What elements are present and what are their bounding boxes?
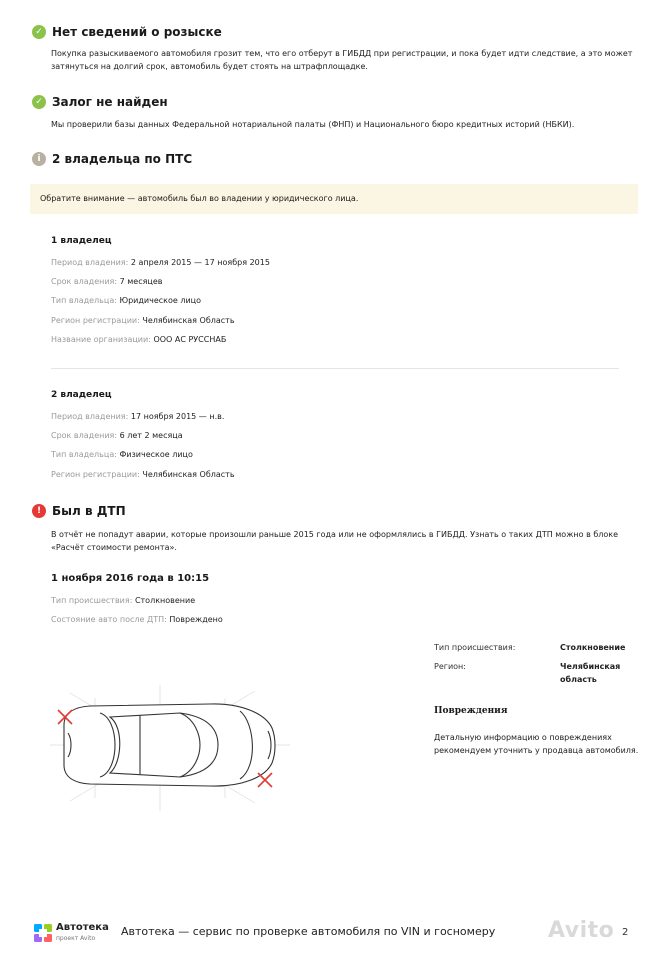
avtoteka-logo-icon (33, 923, 53, 943)
check-icon: ✓ (32, 95, 46, 109)
accident-date: 1 ноября 2016 года в 10:15 (51, 573, 210, 584)
owner1-heading: 1 владелец (51, 236, 112, 246)
accident-row: Состояние авто после ДТП: Повреждено (51, 615, 223, 624)
owner2-heading: 2 владелец (51, 390, 112, 400)
damage-title: Повреждения (434, 706, 508, 716)
owners-title: 2 владельца по ПТС (52, 152, 193, 166)
info-icon: i (32, 152, 46, 166)
pledge-title: Залог не найден (52, 95, 168, 109)
pledge-text: Мы проверили базы данных Федеральной нотариальной палаты (ФНП) и Национального бюро кредитных историй (НБКИ). (51, 120, 575, 129)
owner1-row: Регион регистрации: Челябинская Область (51, 316, 235, 325)
owner1-row: Срок владения: 7 месяцев (51, 277, 163, 286)
car-outline (64, 704, 275, 786)
footer-logo-sub: проект Avito (56, 935, 96, 942)
accident-text: В отчёт не попадут аварии, которые произошли раньше 2015 года или не оформлялись в ГИБДД. Узнать о таких ДТП можно в блоке «Расчёт стоимости ремонта». (51, 530, 619, 552)
owners-notice: Обратите внимание — автомобиль был во владении у юридического лица. (30, 184, 638, 214)
owner1-row: Период владения: 2 апреля 2015 — 17 ноября 2015 (51, 258, 270, 267)
side-type-value: Столкновение (560, 643, 626, 652)
owner2-row: Регион регистрации: Челябинская Область (51, 470, 235, 479)
page-number: 2 (622, 927, 629, 938)
owner2-row: Срок владения: 6 лет 2 месяца (51, 431, 183, 440)
accident-row: Тип происшествия: Столкновение (51, 596, 196, 605)
owner1-row: Название организации: ООО АС РУССНАБ (51, 335, 227, 344)
owners-divider (51, 368, 619, 369)
owner2-row: Период владения: 17 ноября 2015 — н.в. (51, 412, 225, 421)
car-damage-diagram (50, 683, 290, 813)
damage-mark (258, 773, 272, 787)
avito-watermark: Avito (548, 918, 615, 943)
side-region-label: Регион: (434, 662, 466, 671)
footer-logo-name: Автотека (56, 922, 109, 933)
damage-text: Детальную информацию о повреждениях рекомендуем уточнить у продавца автомобиля. (434, 733, 639, 755)
footer-tagline: Автотека — сервис по проверке автомобиля по VIN и госномеру (121, 925, 496, 938)
wanted-text: Покупка разыскиваемого автомобиля грозит тем, что его отберут в ГИБДД при регистрации, и пока будет идти следствие, а это может затянуться на долгий срок, автомобиль будет стоять на штрафплощадке. (51, 49, 633, 71)
check-icon: ✓ (32, 25, 46, 39)
side-region-value: Челябинская область (560, 662, 621, 684)
accident-title: Был в ДТП (52, 504, 126, 518)
exclamation-icon: ! (32, 504, 46, 518)
side-type-label: Тип происшествия: (434, 643, 516, 652)
owner1-row: Тип владельца: Юридическое лицо (51, 296, 202, 305)
owner2-row: Тип владельца: Физическое лицо (51, 450, 193, 459)
wanted-title: Нет сведений о розыске (52, 25, 222, 39)
